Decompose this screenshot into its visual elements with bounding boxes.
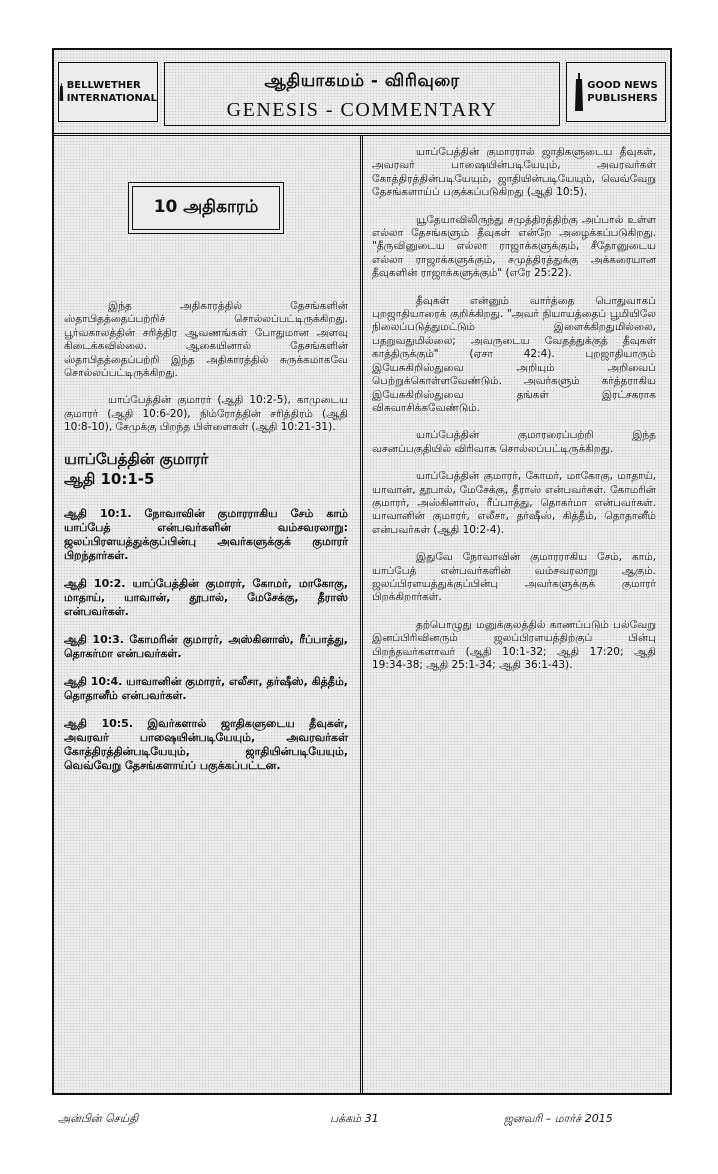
footer-date: ஜனவரி – மார்ச் 2015 bbox=[504, 1112, 613, 1125]
right-paragraph-1: யாப்பேத்தின் குமாரரால் ஜாதிகளுடைய தீவுகள், அவரவர் பாஷையின்படியேயும், அவரவர்கள் கோத்திரத்தின்படியேயும், ஜாதியின்படியேயும், வெவ்வேறு தேசங்களாய்ப் பகுக்கப்படுகிறது (ஆதி 10:5). bbox=[372, 146, 656, 199]
verse-10-4: ஆதி 10:4. யாவானின் குமாரர், எலீசா, தர்ஷீஸ், கித்தீம், தொதானீம் என்பவர்கள். bbox=[64, 674, 348, 702]
outline-paragraph: யாப்பேத்தின் குமாரர் (ஆதி 10:2-5), காமுடைய குமாரர் (ஆதி 10:6-20), நிம்ரோத்தின் சரித்திரம் (ஆதி 10:8-10), சேமுக்கு பிறந்த பிள்ளைகள் (ஆதி 10:21-31). bbox=[64, 394, 348, 434]
page-header bbox=[54, 50, 670, 136]
verse-10-3: ஆதி 10:3. கோமரின் குமாரர், அஸ்கினாஸ், ரீப்பாத்து, தொகர்மா என்பவர்கள். bbox=[64, 632, 348, 660]
right-column bbox=[372, 146, 656, 686]
logo-right-line2: PUBLISHERS bbox=[587, 93, 658, 104]
right-paragraph-5: யாப்பேத்தின் குமாரர், கோமர், மாகோகு, மாதாய், யாவான், தூபால், மேசேக்கு, தீராஸ் என்பவர்கள். கோமரின் குமாரர், அஸ்கினாஸ், ரீப்பாத்து, தொகர்மா என்பவர்கள். யாவானின் குமாரர், எலீசா, தர்ஷீஸ், கித்தீம், தொதானீம் என்பவர்கள் (ஆதி 10:2-4). bbox=[372, 470, 656, 536]
right-paragraph-3: தீவுகள் என்னும் வார்த்தை பொதுவாகப் புறஜாதியாரைக் குறிக்கிறது. "அவர் நியாயத்தைப் பூமியிலே நிலைப்படுத்துமட்டும் இளைக்கிறதுமில்லை, பதறுவதுமில்லை; அவருடைய வேதத்துக்குத் தீவுகள் காத்திருக்கும்" (ஏசா 42:4). புறஜாதியாரும் இயேசுகிறிஸ்துவை அறியும் அறிவைப் பெற்றுக்கொள்ளவேண்டும். அவர்களும் கர்த்தராகிய இயேசுகிறிஸ்துவை தங்கள் இரட்சகராக விசுவாசிக்கவேண்டும். bbox=[372, 294, 656, 414]
logo-left-line2: INTERNATIONAL bbox=[66, 93, 157, 104]
right-paragraph-7: தற்பொழுது மனுக்குலத்தில் காணப்படும் பல்வேறு இனப்பிரிவினரும் ஜலப்பிரளயத்திற்குப் பின்பு பிறந்தவர்களாவர் (ஆதி 10:1-32; ஆதி 17:20; ஆதி 19:34-38; ஆதி 25:1-34; ஆதி 36:1-43). bbox=[372, 618, 656, 671]
title-tamil: ஆதியாகமம் - விரிவுரை bbox=[264, 71, 460, 91]
tower-icon bbox=[574, 73, 584, 111]
intro-paragraph: இந்த அதிகாரத்தில் தேசங்களின் ஸ்தாபிதத்தைப்பற்றிச் சொல்லப்பட்டிருக்கிறது. பூர்வகாலத்தின் சரித்திர ஆவணங்கள் போதுமான அளவு கிடைக்கவில்லை. ஆகையினால் தேசங்களின் ஸ்தாபிதத்தைப்பற்றி இந்த அதிகாரத்தில் சுருக்கமாகவே சொல்லப்பட்டிருக்கிறது. bbox=[64, 300, 348, 380]
verse-10-5: ஆதி 10:5. இவர்களால் ஜாதிகளுடைய தீவுகள், அவரவர் பாஷையின்படியேயும், அவரவர்கள் கோத்திரத்தின்படியேயும், ஜாதியின்படியேயும், வெவ்வேறு தேசங்களாய்ப் பகுக்கப்பட்டன. bbox=[64, 716, 348, 772]
chapter-title: 10 அதிகாரம் bbox=[132, 186, 280, 230]
section-title bbox=[64, 449, 348, 489]
section-title-line1: யாப்பேத்தின் குமாரர் bbox=[64, 449, 209, 468]
column-divider bbox=[360, 136, 363, 1093]
logo-left-line1: BELLWETHER bbox=[66, 80, 141, 91]
section-title-line2: ஆதி 10:1-5 bbox=[64, 469, 155, 488]
right-paragraph-2: யூதேயாவிலிருந்து சமுத்திரத்திற்கு அப்பால் உள்ள எல்லா தேசங்களும் தீவுகள் என்றே அழைக்கப்படுகிறது. "தீருவினுடைய எல்லா ராஜாக்களுக்கும், சீதோனுடைய எல்லா ராஜாக்களுக்கும், சமுத்திரத்துக்கு அக்கரையான தீவுகளின் ராஜாக்களுக்கும்" (எரே 25:22). bbox=[372, 213, 656, 280]
good-news-logo bbox=[566, 62, 666, 122]
footer-left: அன்பின் செய்தி bbox=[58, 1112, 139, 1125]
right-paragraph-6: இதுவே நோவாவின் குமாரராகிய சேம், காம், யாப்பேத் என்பவர்களின் வம்சவரலாறு ஆகும். ஜலப்பிரளயத்துக்குப்பின்பு அவர்களுக்குக் குமாரர் பிறக்கிறார்கள். bbox=[372, 551, 656, 604]
tower-icon bbox=[59, 73, 64, 111]
bellwether-logo bbox=[58, 62, 158, 122]
logo-right-line1: GOOD NEWS bbox=[587, 80, 658, 91]
title-box bbox=[164, 62, 560, 126]
verse-10-2: ஆதி 10:2. யாப்பேத்தின் குமாரர், கோமர், மாகோகு, மாதாய், யாவான், தூபால், மேசேக்கு, தீராஸ் என்பவர்கள். bbox=[64, 576, 348, 618]
title-english: GENESIS - COMMENTARY bbox=[226, 99, 498, 121]
verse-10-1: ஆதி 10:1. நோவாவின் குமாரராகிய சேம் காம் யாப்பேத் என்பவர்களின் வம்சவரலாறு: ஜலப்பிரளயத்துக்குப்பின்பு அவர்களுக்குக் குமாரர் பிறந்தார்கள். bbox=[64, 506, 348, 562]
right-paragraph-4: யாப்பேத்தின் குமாரரைப்பற்றி இந்த வசனப்பகுதியில் விரிவாக சொல்லப்பட்டிருக்கிறது. bbox=[372, 429, 656, 455]
footer-page-number: பக்கம் 31 bbox=[330, 1112, 379, 1125]
left-column bbox=[64, 146, 348, 787]
page-frame bbox=[52, 48, 672, 1095]
